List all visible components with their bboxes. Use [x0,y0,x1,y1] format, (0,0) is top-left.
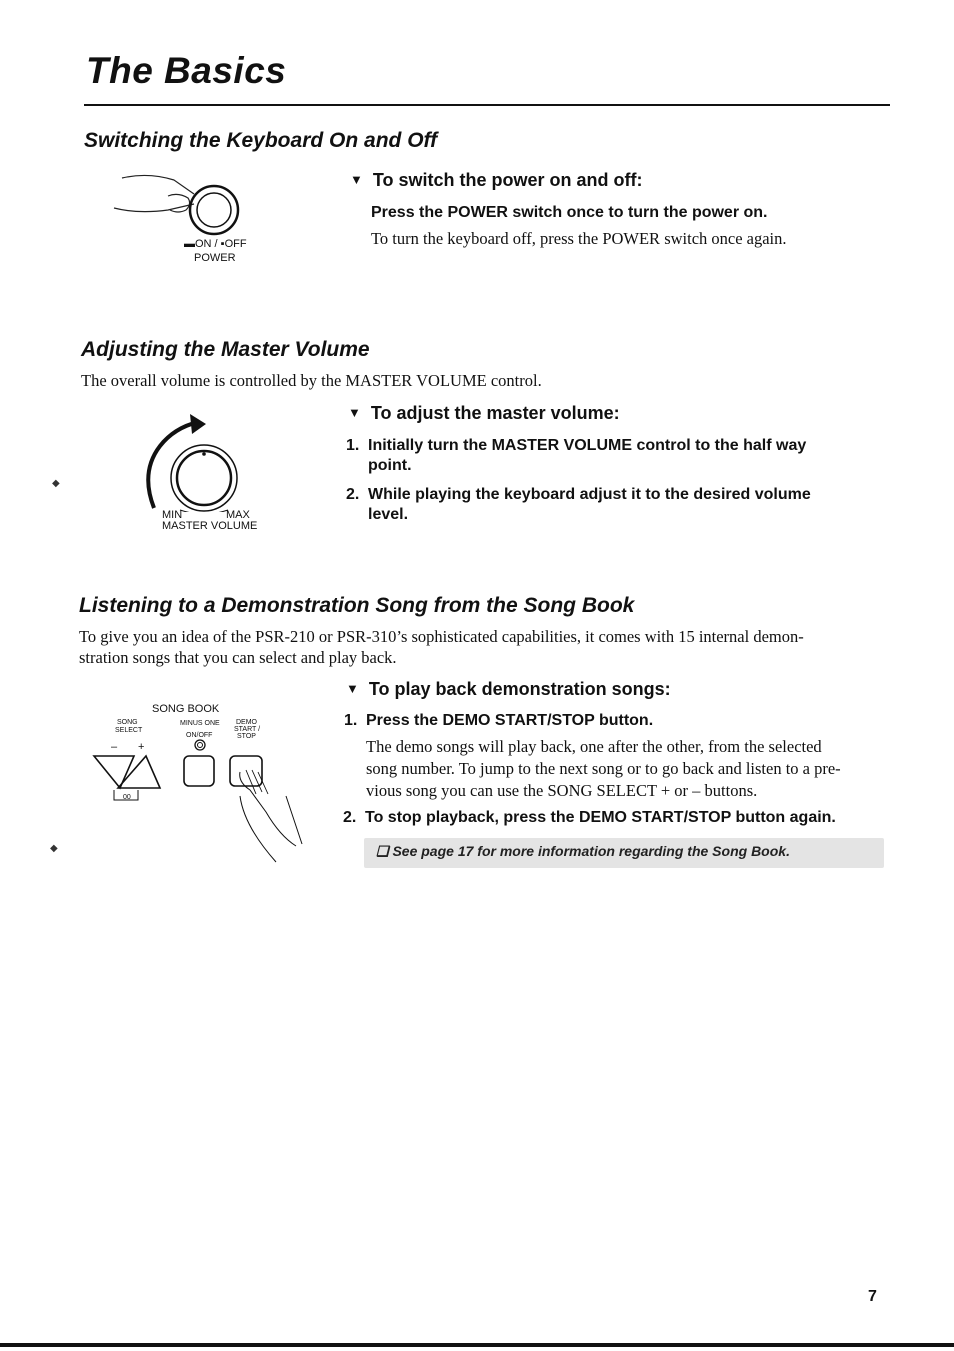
demo-subheading: ▼ To play back demonstration songs: [346,679,671,699]
demo-intro-line-1: To give you an idea of the PSR-210 or PSR-310’s sophisticated capabilities, it comes with 15 internal demon- [79,627,804,646]
demo-label-2: START / [234,726,261,733]
volume-subheading: ▼ To adjust the master volume: [348,403,620,423]
step-text: Press the DEMO START/STOP button. [366,712,654,729]
on-off-label: ON/OFF [186,732,213,739]
song-select-label-1: SONG [117,719,138,726]
demo-step-1-body-2: song number. To jump to the next song or to go back and listen to a pre- [366,759,841,778]
margin-mark: ◆ [50,843,58,854]
demo-intro-line-2: stration songs that you can select and play back. [79,648,397,667]
step-text: While playing the keyboard adjust it to the desired volume [368,486,811,503]
demo-label-1: DEMO [236,719,257,726]
song-book-label: SONG BOOK [152,703,220,715]
title-rule [84,104,890,106]
volume-step-2 [346,485,866,525]
power-instruction: Press the POWER switch once to turn the power on. [371,204,768,221]
demo-buttons-illustration [90,736,310,866]
demo-label-3: STOP [237,733,256,740]
step-text: Initially turn the MASTER VOLUME control to the half way [368,437,807,454]
step-number: 2. [343,809,357,826]
power-heading: Switching the Keyboard On and Off [84,129,438,152]
page-number: 7 [868,1288,877,1305]
volume-min-label: MIN [162,509,183,521]
power-body: To turn the keyboard off, press the POWER switch once again. [371,229,787,248]
volume-intro: The overall volume is controlled by the MASTER VOLUME control. [81,371,542,390]
demo-step-2 [343,808,883,828]
step-text: To stop playback, press the DEMO START/STOP button again. [365,809,836,826]
power-switch-label: ▬ON / ▪OFF [184,238,247,250]
step-number: 1. [344,712,358,729]
power-subheading: ▼ To switch the power on and off: [350,170,643,190]
step-number: 1. [346,437,360,454]
note-bullet-icon: ❑ [376,843,393,859]
volume-max-label: MAX [226,509,250,521]
song-select-label-2: SELECT [115,727,143,734]
plus-label: + [138,741,145,753]
volume-knob-illustration [140,412,250,512]
step-text-cont: point. [368,457,412,474]
demo-step-1-body-1: The demo songs will play back, one after the other, from the selected [366,737,822,756]
step-number: 2. [346,486,360,503]
demo-step-1-body-3: vious song you can use the SONG SELECT + or – buttons. [366,781,758,800]
demo-heading: Listening to a Demonstration Song from the Song Book [79,594,635,617]
minus-one-label: MINUS ONE [180,720,220,727]
margin-mark: ◆ [52,478,60,489]
volume-heading: Adjusting the Master Volume [81,338,370,361]
volume-caption: MASTER VOLUME [162,520,258,532]
demo-step-1 [344,711,874,731]
zero-zero-label: 00 [123,794,131,801]
page-title: The Basics [86,50,287,91]
power-caption: POWER [194,252,236,264]
note-text: ❑ See page 17 for more information regarding the Song Book. [376,843,790,859]
page-bottom-edge [0,1343,954,1347]
minus-label: – [111,741,118,753]
volume-step-1 [346,436,866,476]
step-text-cont: level. [368,506,409,523]
